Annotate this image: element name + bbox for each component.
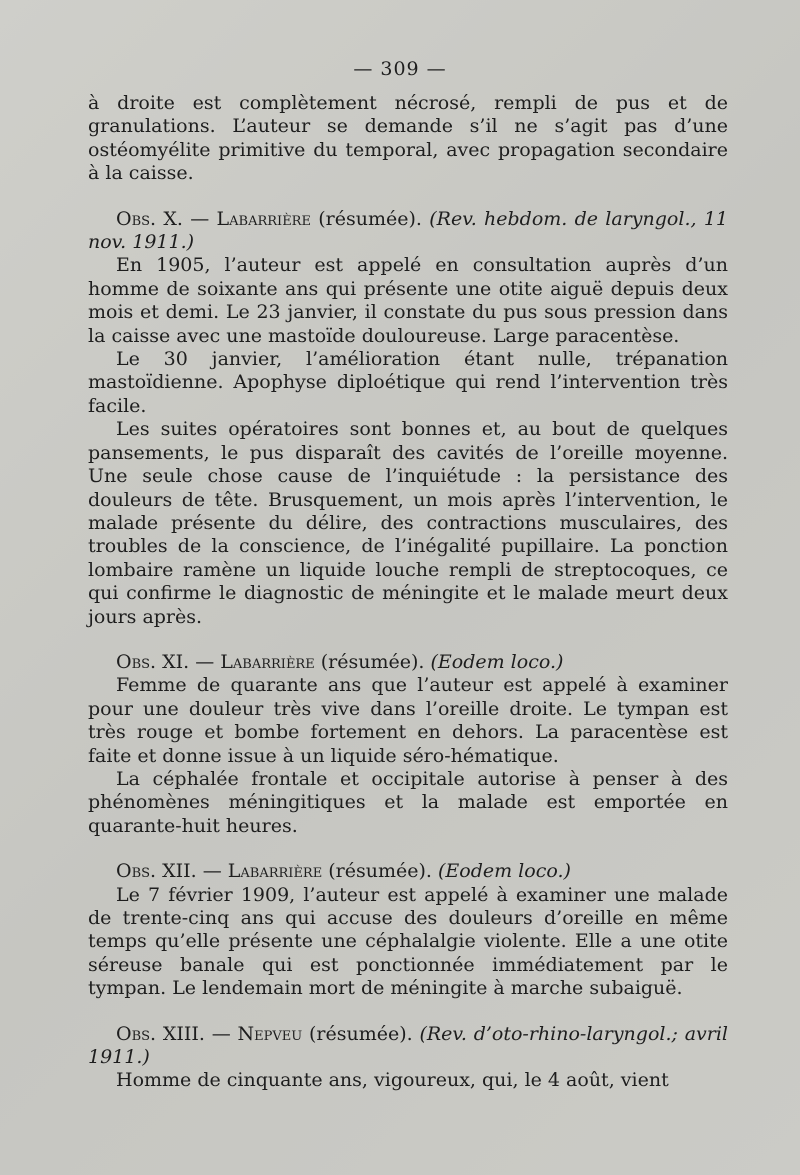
paragraph: Les suites opératoires sont bonnes et, au bout de quelques pansements, le pus disparaît des cavités de l’oreille moyenne. Une seule chose cause de l’inquiétude : la persistance des douleurs de tête. Brusquement, un mois après l’intervention, le malade présente du délire, des contractions musculaires, des troubles de la conscience, de l’inégalité pupillaire. La ponction lombaire ramène un liquide louche rempli de streptocoques, ce qui confirme le diagnostic de méningite et le malade meurt deux jours après.: [88, 418, 728, 628]
paragraph: Le 30 janvier, l’amélioration étant nulle, trépanation mastoïdienne. Apophyse diploétique qui rend l’intervention très facile.: [88, 348, 728, 417]
page-number: — 309 —: [353, 58, 447, 80]
paragraph: Le 7 février 1909, l’auteur est appelé à examiner une malade de trente-cinq ans qui accuse des douleurs d’oreille en même temps qu’elle présente une céphalalgie violente. Elle a une otite séreuse banale qui est ponctionnée immédiatement par le tympan. Le lendemain mort de méningite à marche subaiguë.: [88, 883, 728, 1000]
observation-heading: [88, 651, 728, 674]
observation-note: (résumée).: [320, 650, 425, 673]
observation-note: (résumée).: [308, 1022, 413, 1045]
observation-author: Labarrière: [220, 650, 315, 673]
observation-author: Labarrière: [216, 207, 311, 230]
observation-number: Obs. XII. —: [116, 860, 222, 883]
paragraph: Femme de quarante ans que l’auteur est appelé à examiner pour une douleur très vive dans l’oreille droite. Le tympan est très rouge et bombe fortement en dehors. La paracentèse est faite et donne issue à un liquide séro-hématique.: [88, 674, 728, 767]
paragraph: à droite est complètement nécrosé, rempli de pus et de granulations. L’auteur se demande s’il ne s’agit pas d’une ostéomyélite primitive du temporal, avec propagation secondaire à la caisse.: [88, 92, 728, 185]
observation-number: Obs. XIII. —: [116, 1022, 231, 1045]
paragraph: La céphalée frontale et occipitale autorise à penser à des phénomènes méningitiques et la malade est emportée en quarante-huit heures.: [88, 767, 728, 837]
observation-note: (résumée).: [328, 860, 432, 883]
observation-reference: (Rev. hebdom. de laryngol., 11 nov. 1911.): [88, 207, 728, 254]
body-text: [88, 92, 728, 1093]
observation-heading: [88, 1023, 728, 1070]
observation-heading: [88, 860, 728, 883]
observation-author: Nepveu: [237, 1022, 303, 1045]
observation-reference: (Eodem loco.): [430, 650, 564, 673]
paragraph: En 1905, l’auteur est appelé en consultation auprès d’un homme de soixante ans qui présente une otite aiguë depuis deux mois et demi. Le 23 janvier, il constate du pus sous pression dans la caisse avec une mastoïde douloureuse. Large paracentèse.: [88, 254, 728, 347]
observation-note: (résumée).: [318, 207, 422, 230]
observation-reference: (Rev. d’oto-rhino-laryngol.; avril 1911.): [88, 1022, 728, 1069]
observation-author: Labarrière: [227, 860, 323, 883]
observation-heading: [88, 208, 728, 255]
observation-number: Obs. XI. —: [116, 650, 215, 673]
paragraph: Homme de cinquante ans, vigoureux, qui, le 4 août, vient: [116, 1069, 669, 1092]
observation-reference: (Eodem loco.): [438, 860, 571, 883]
observation-number: Obs. X. —: [116, 207, 210, 230]
